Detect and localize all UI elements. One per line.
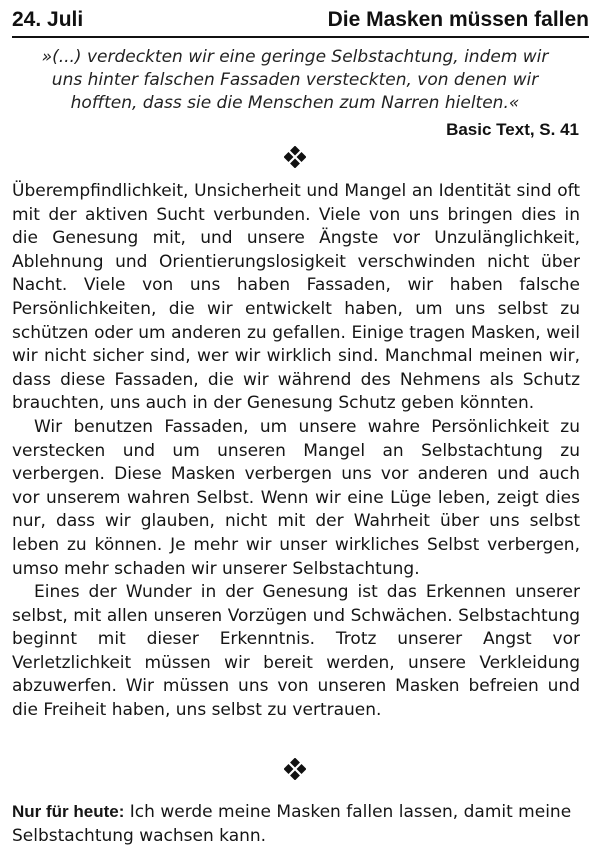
four-diamond-ornament-icon [284, 146, 306, 168]
page-title: Die Masken müssen fallen [327, 8, 589, 31]
body-paragraph: Überempfindlichkeit, Unsicherheit und Mangel an Identität sind oft mit der aktiven Sucht verbunden. Viele von uns bringen dies in die Genesung mit, und unsere Ängste vor Unzulänglichkeit, Ablehnung und Orientierungslosigkeit verschwinden nicht über Nacht. Viele von uns haben Fassaden, wir haben falsche Persönlichkeiten, die wir entwickelt haben, um uns selbst zu schützen oder um anderen zu gefallen. Einige tragen Masken, weil wir nicht sicher sind, wer wir wirklich sind. Manchmal meinen wir, dass diese Fassaden, die wir während des Nehmens als Schutz brauchten, uns auch in der Genesung Schutz geben könnten. [12, 181, 580, 414]
body-paragraph: Eines der Wunder in der Genesung ist das Erkennen unserer selbst, mit allen unseren Vorzügen und Schwächen. Selbstachtung beginnt mit dieser Erkenntnis. Trotz unserer Angst vor Verletzlichkeit müssen wir bereit werden, unsere Verkleidung abzuwerfen. Wir müssen uns von unseren Masken befreien und die Freiheit haben, uns selbst zu vertrauen. [12, 582, 580, 721]
just-for-today [12, 800, 580, 848]
header-date: 24. Juli [12, 8, 84, 31]
just-for-today-text: Ich werde meine Masken fallen lassen, damit meine Selbstachtung wachsen kann. [12, 802, 572, 846]
page-header [12, 6, 589, 38]
four-diamond-ornament-icon [284, 758, 306, 780]
meditation-body [12, 180, 580, 723]
opening-quote: »(...) verdeckten wir eine geringe Selbstachtung, indem wir uns hinter falschen Fassaden versteckten, von denen wir hofften, dass sie die Menschen zum Narren hielten.« [41, 47, 549, 113]
just-for-today-label: Nur für heute: [12, 802, 125, 821]
quote-source: Basic Text, S. 41 [446, 120, 579, 139]
body-paragraph: Wir benutzen Fassaden, um unsere wahre Persönlichkeit zu verstecken und um unseren Mangel an Selbstachtung zu verbergen. Diese Masken verbergen uns vor anderen und auch vor unserem wahren Selbst. Wenn wir eine Lüge leben, zeigt dies nur, dass wir glauben, nicht mit der Wahrheit über uns selbst leben zu können. Je mehr wir unser wirkliches Selbst verbergen, umso mehr schaden wir unserer Selbstachtung. [12, 416, 580, 579]
